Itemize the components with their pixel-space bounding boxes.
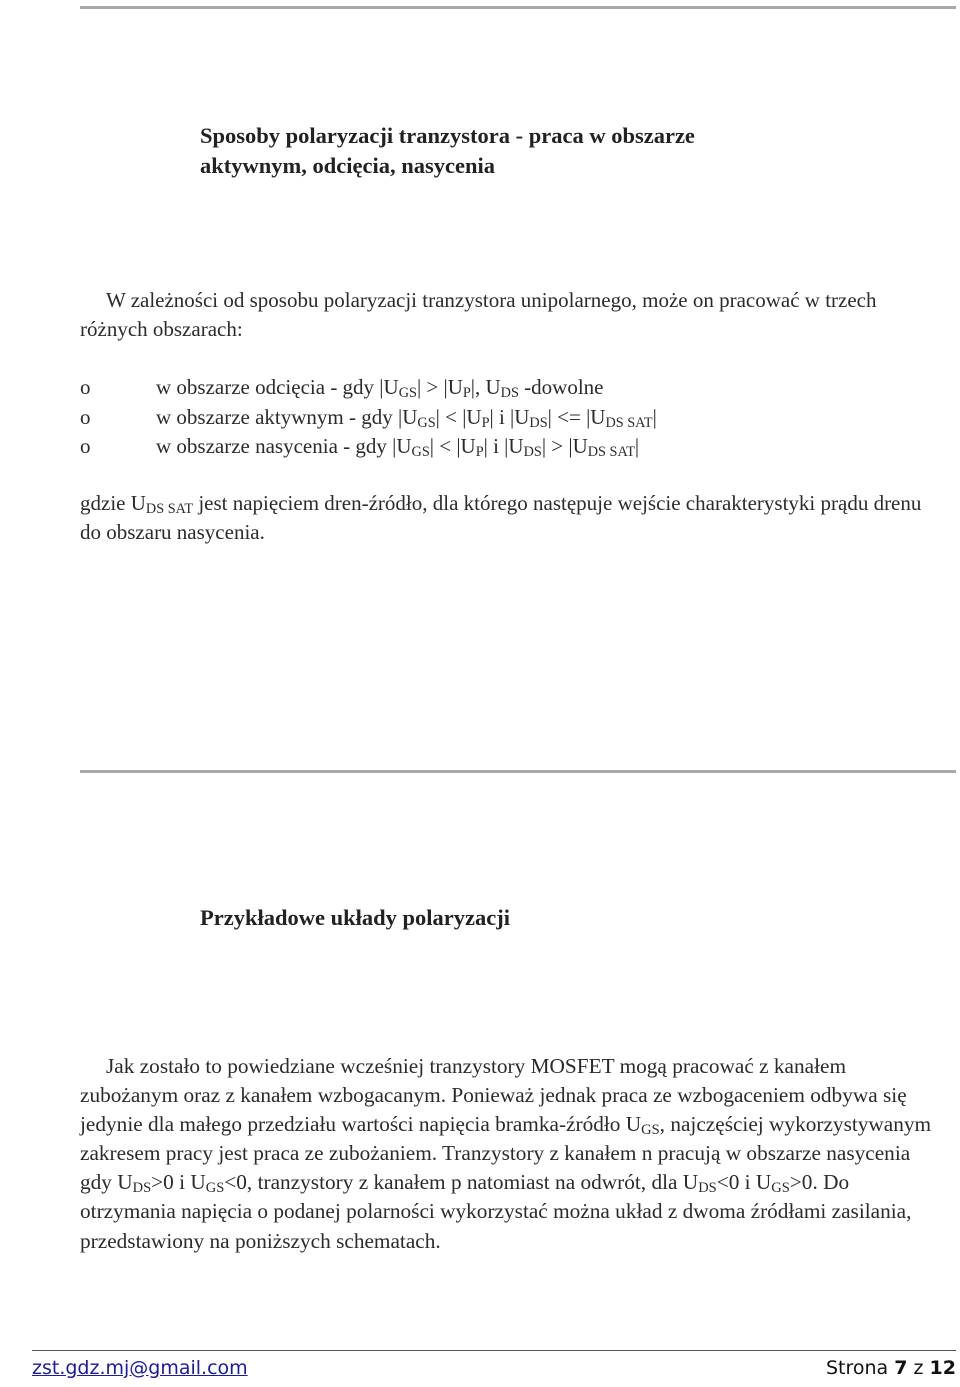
section-divider <box>80 770 956 773</box>
bias-circuits-paragraph <box>80 1052 942 1256</box>
bullet-text-cutoff: w obszarze odcięcia - gdy $|U_{GS}| > |U_P|$, $U_{DS}$ -dowolne <box>156 375 604 401</box>
current-page: 7 <box>894 1357 908 1379</box>
saturation-voltage-note: gdzie $U_{DS SAT}$ jest napięciem dren-źródło, dla którego następuje wejście charakterystyki prądu drenu do obszaru nasycenia. <box>80 491 922 545</box>
footer-divider <box>32 1350 956 1351</box>
page-label: Strona <box>825 1357 889 1379</box>
section-title-bias-circuits: Przykładowe układy polaryzacji <box>200 905 510 930</box>
bias-circuits-text: Jak zostało to powiedziane wcześniej tranzystory MOSFET mogą pracować z kanałem zubożanym oraz z kanałem wzbogacanym. Ponieważ jednak praca ze wzbogaceniem odbywa się jedynie dla małego przedziału wartości napięcia bramka-źródło $U_{GS}$, najczęściej wykorzystywanym zakresem pracy jest praca ze zubożaniem. Tranzystory z kanałem n pracują w obszarze nasycenia gdy $U_{DS}>0$ i $U_{GS}<0$, tranzystory z kanałem p natomiast na odwrót, dla $U_{DS}<0$ i $U_{GS}>0$. Do otrzymania napięcia o podanej polarności wykorzystać można układ z dwoma źródłami zasilania, przedstawiony na poniższych schematach. <box>80 1054 932 1253</box>
bullet-marker: o <box>80 404 91 429</box>
intro-text: W zależności od sposobu polaryzacji tranzystora unipolarnego, może on pracować w trzech różnych obszarach: <box>80 288 877 342</box>
total-pages: 12 <box>929 1357 956 1379</box>
page-separator: z <box>913 1357 924 1379</box>
bullet-text-saturation: w obszarze nasycenia - gdy $|U_{GS}| < |U_P|$ i $|U_{DS}| > |U_{DS SAT}|$ <box>156 434 640 461</box>
bullet-text-active: w obszarze aktywnym - gdy $|U_{GS}| < |U_P|$ i $|U_{DS}| <= |U_{DS SAT}|$ <box>156 404 657 431</box>
footer-page-number <box>826 1355 956 1381</box>
section-title-polarization-modes: Sposoby polaryzacji tranzystora - praca w obszarze aktywnym, odcięcia, nasycenia <box>200 123 695 178</box>
intro-paragraph <box>80 286 942 345</box>
bullet-marker: o <box>80 375 91 399</box>
bullet-marker: o <box>80 434 91 459</box>
top-divider <box>80 6 956 9</box>
footer-email-link[interactable]: zst.gdz.mj@gmail.com <box>32 1357 248 1379</box>
